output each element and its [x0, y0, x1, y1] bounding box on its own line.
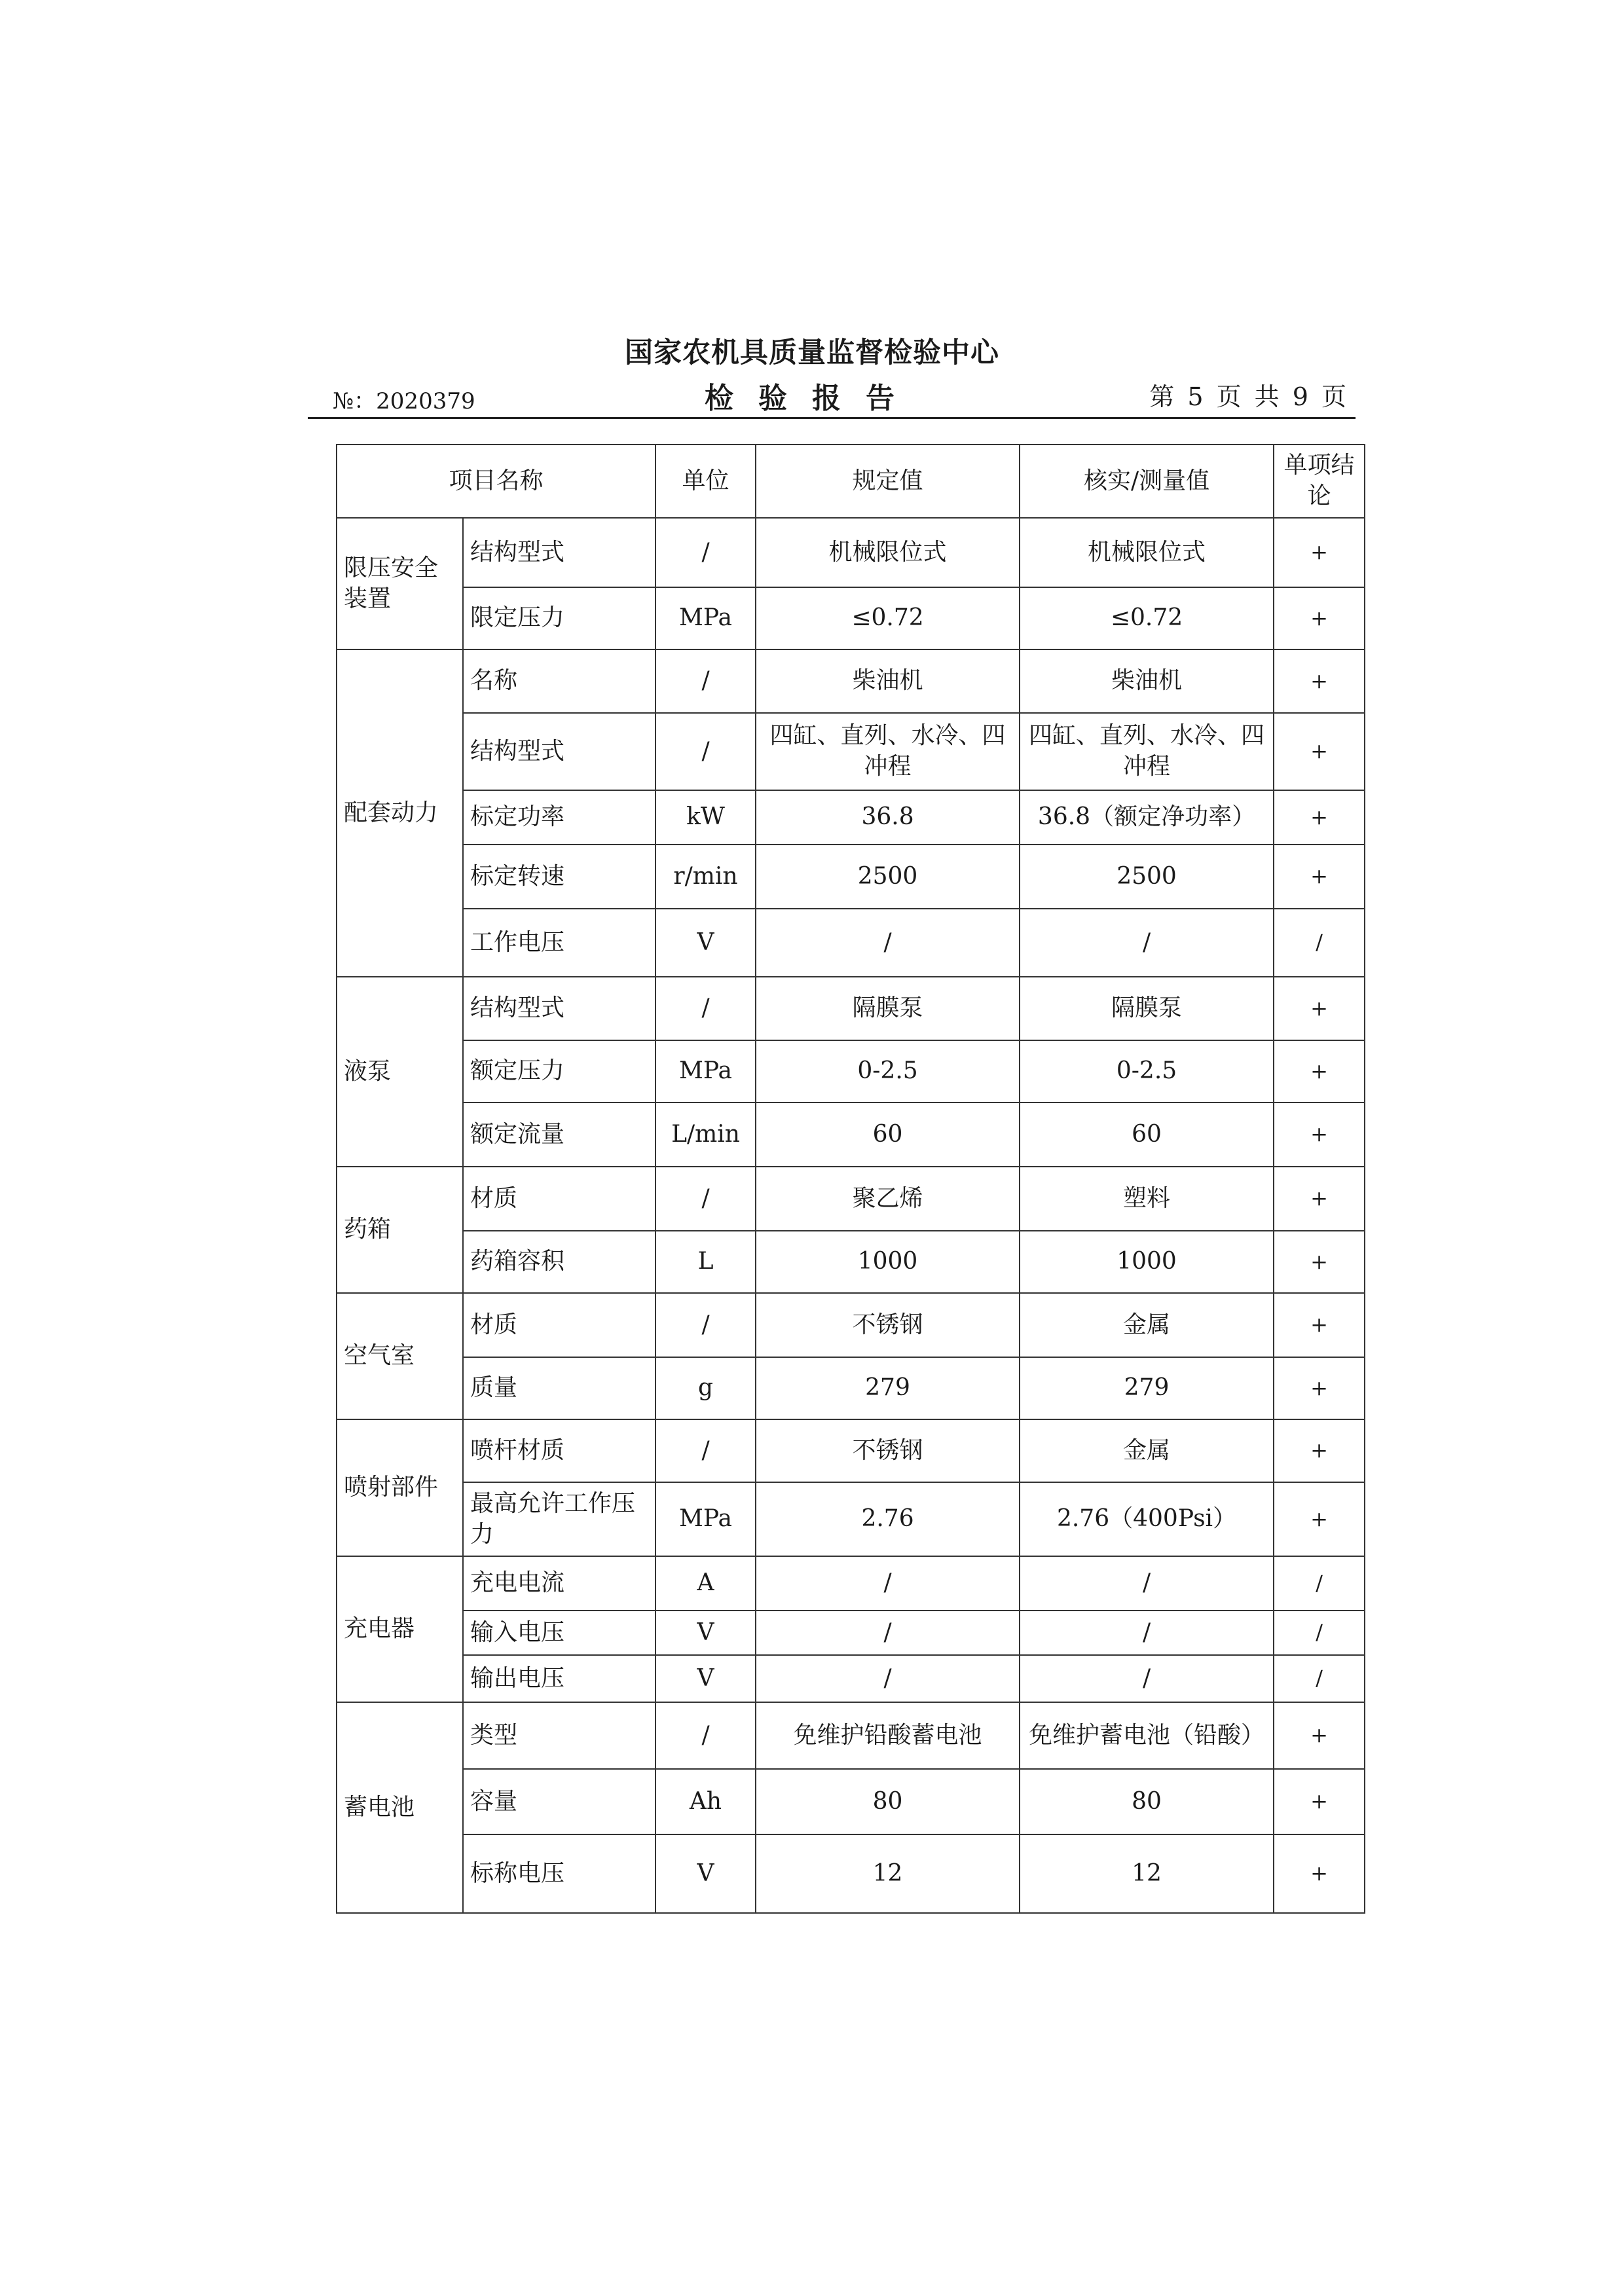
table-row [337, 1769, 1365, 1834]
item-name-cell: 最高允许工作压力 [463, 1482, 655, 1556]
measured-value-cell: 80 [1020, 1769, 1274, 1834]
measured-value-cell: 279 [1020, 1357, 1274, 1419]
page-indicator: 第 5 页 共 9 页 [1149, 382, 1349, 411]
item-name-cell: 喷杆材质 [463, 1419, 655, 1482]
spec-value-cell: 四缸、直列、水冷、四冲程 [756, 713, 1020, 790]
spec-value-cell: 机械限位式 [756, 518, 1020, 587]
unit-cell: kW [655, 790, 756, 845]
table-header-row [337, 445, 1365, 518]
unit-cell: V [655, 1655, 756, 1702]
spec-value-cell: 不锈钢 [756, 1419, 1020, 1482]
table-row [337, 845, 1365, 909]
group-label: 喷射部件 [337, 1419, 463, 1556]
unit-cell: / [655, 1419, 756, 1482]
measured-value-cell: 2.76（400Psi） [1020, 1482, 1274, 1556]
unit-cell: / [655, 649, 756, 713]
unit-cell: / [655, 1702, 756, 1769]
unit-cell: g [655, 1357, 756, 1419]
item-name-cell: 额定流量 [463, 1102, 655, 1167]
spec-value-cell: / [756, 909, 1020, 977]
spec-value-cell: 12 [756, 1834, 1020, 1913]
table-row [337, 587, 1365, 649]
measured-value-cell: / [1020, 1556, 1274, 1611]
unit-cell: A [655, 1556, 756, 1611]
measured-value-cell: 12 [1020, 1834, 1274, 1913]
spec-value-cell: 1000 [756, 1231, 1020, 1293]
result-cell: + [1274, 1040, 1365, 1102]
result-cell: + [1274, 1231, 1365, 1293]
unit-cell: / [655, 1167, 756, 1231]
item-name-cell: 充电电流 [463, 1556, 655, 1611]
spec-value-cell: 隔膜泵 [756, 977, 1020, 1040]
spec-value-cell: 279 [756, 1357, 1020, 1419]
group-label: 空气室 [337, 1293, 463, 1419]
spec-value-cell: 36.8 [756, 790, 1020, 845]
group-label: 充电器 [337, 1556, 463, 1702]
inspection-table [336, 444, 1365, 1914]
item-name-cell: 质量 [463, 1357, 655, 1419]
item-name-cell: 材质 [463, 1293, 655, 1357]
col-header-spec: 规定值 [756, 445, 1020, 518]
measured-value-cell: / [1020, 909, 1274, 977]
spec-value-cell: 0-2.5 [756, 1040, 1020, 1102]
group-label: 配套动力 [337, 649, 463, 977]
unit-cell: V [655, 1834, 756, 1913]
item-name-cell: 药箱容积 [463, 1231, 655, 1293]
table-row [337, 1419, 1365, 1482]
col-header-measured: 核实/测量值 [1020, 445, 1274, 518]
result-cell: + [1274, 1769, 1365, 1834]
unit-cell: / [655, 518, 756, 587]
spec-value-cell: / [756, 1611, 1020, 1655]
table-row [337, 713, 1365, 790]
group-label: 药箱 [337, 1167, 463, 1293]
result-cell: + [1274, 587, 1365, 649]
measured-value-cell: 柴油机 [1020, 649, 1274, 713]
unit-cell: V [655, 909, 756, 977]
table-row [337, 518, 1365, 587]
item-name-cell: 结构型式 [463, 518, 655, 587]
measured-value-cell: 塑料 [1020, 1167, 1274, 1231]
measured-value-cell: ≤0.72 [1020, 587, 1274, 649]
org-name: 国家农机具质量监督检验中心 [625, 337, 999, 369]
measured-value-cell: 2500 [1020, 845, 1274, 909]
table-row [337, 1102, 1365, 1167]
unit-cell: / [655, 1293, 756, 1357]
report-number: №：2020379 [333, 388, 475, 414]
result-cell: + [1274, 1834, 1365, 1913]
result-cell: + [1274, 1293, 1365, 1357]
item-name-cell: 限定压力 [463, 587, 655, 649]
measured-value-cell: 隔膜泵 [1020, 977, 1274, 1040]
measured-value-cell: 机械限位式 [1020, 518, 1274, 587]
result-cell: / [1274, 1655, 1365, 1702]
result-cell: / [1274, 1556, 1365, 1611]
result-cell: + [1274, 1102, 1365, 1167]
table-row [337, 1167, 1365, 1231]
result-cell: + [1274, 790, 1365, 845]
spec-value-cell: 免维护铅酸蓄电池 [756, 1702, 1020, 1769]
result-cell: + [1274, 1702, 1365, 1769]
table-row [337, 790, 1365, 845]
unit-cell: Ah [655, 1769, 756, 1834]
report-title: 检验报告 [705, 382, 919, 415]
item-name-cell: 标称电压 [463, 1834, 655, 1913]
unit-cell: V [655, 1611, 756, 1655]
spec-value-cell: 2500 [756, 845, 1020, 909]
unit-cell: L [655, 1231, 756, 1293]
unit-cell: MPa [655, 587, 756, 649]
measured-value-cell: 0-2.5 [1020, 1040, 1274, 1102]
item-name-cell: 标定转速 [463, 845, 655, 909]
spec-value-cell: / [756, 1556, 1020, 1611]
unit-cell: MPa [655, 1482, 756, 1556]
table-row [337, 909, 1365, 977]
result-cell: + [1274, 845, 1365, 909]
table-row [337, 1702, 1365, 1769]
result-cell: + [1274, 649, 1365, 713]
measured-value-cell: 1000 [1020, 1231, 1274, 1293]
measured-value-cell: 60 [1020, 1102, 1274, 1167]
unit-cell: MPa [655, 1040, 756, 1102]
table-row [337, 649, 1365, 713]
measured-value-cell: 36.8（额定净功率） [1020, 790, 1274, 845]
result-cell: + [1274, 518, 1365, 587]
unit-cell: / [655, 977, 756, 1040]
col-header-result: 单项结论 [1274, 445, 1365, 518]
table-row [337, 1040, 1365, 1102]
result-cell: + [1274, 1357, 1365, 1419]
spec-value-cell: 80 [756, 1769, 1020, 1834]
table-row [337, 1611, 1365, 1655]
unit-cell: L/min [655, 1102, 756, 1167]
spec-value-cell: / [756, 1655, 1020, 1702]
unit-cell: / [655, 713, 756, 790]
measured-value-cell: 四缸、直列、水冷、四冲程 [1020, 713, 1274, 790]
item-name-cell: 结构型式 [463, 713, 655, 790]
item-name-cell: 结构型式 [463, 977, 655, 1040]
table-row [337, 1482, 1365, 1556]
table-row [337, 1357, 1365, 1419]
item-name-cell: 输入电压 [463, 1611, 655, 1655]
result-cell: + [1274, 1419, 1365, 1482]
table-row [337, 1293, 1365, 1357]
table-row [337, 977, 1365, 1040]
item-name-cell: 名称 [463, 649, 655, 713]
result-cell: / [1274, 1611, 1365, 1655]
measured-value-cell: / [1020, 1655, 1274, 1702]
spec-value-cell: ≤0.72 [756, 587, 1020, 649]
item-name-cell: 材质 [463, 1167, 655, 1231]
spec-value-cell: 柴油机 [756, 649, 1020, 713]
spec-value-cell: 60 [756, 1102, 1020, 1167]
result-cell: / [1274, 909, 1365, 977]
group-label: 限压安全装置 [337, 518, 463, 649]
table-row [337, 1655, 1365, 1702]
group-label: 蓄电池 [337, 1702, 463, 1913]
item-name-cell: 输出电压 [463, 1655, 655, 1702]
table-row [337, 1556, 1365, 1611]
item-name-cell: 容量 [463, 1769, 655, 1834]
group-label: 液泵 [337, 977, 463, 1167]
table-row [337, 1231, 1365, 1293]
col-header-item: 项目名称 [337, 445, 655, 518]
result-cell: + [1274, 1167, 1365, 1231]
measured-value-cell: 金属 [1020, 1419, 1274, 1482]
spec-value-cell: 聚乙烯 [756, 1167, 1020, 1231]
measured-value-cell: / [1020, 1611, 1274, 1655]
item-name-cell: 额定压力 [463, 1040, 655, 1102]
measured-value-cell: 金属 [1020, 1293, 1274, 1357]
result-cell: + [1274, 977, 1365, 1040]
col-header-unit: 单位 [655, 445, 756, 518]
table-row [337, 1834, 1365, 1913]
item-name-cell: 类型 [463, 1702, 655, 1769]
spec-value-cell: 2.76 [756, 1482, 1020, 1556]
spec-value-cell: 不锈钢 [756, 1293, 1020, 1357]
result-cell: + [1274, 713, 1365, 790]
item-name-cell: 标定功率 [463, 790, 655, 845]
header-divider [308, 417, 1356, 419]
unit-cell: r/min [655, 845, 756, 909]
result-cell: + [1274, 1482, 1365, 1556]
item-name-cell: 工作电压 [463, 909, 655, 977]
measured-value-cell: 免维护蓄电池（铅酸） [1020, 1702, 1274, 1769]
